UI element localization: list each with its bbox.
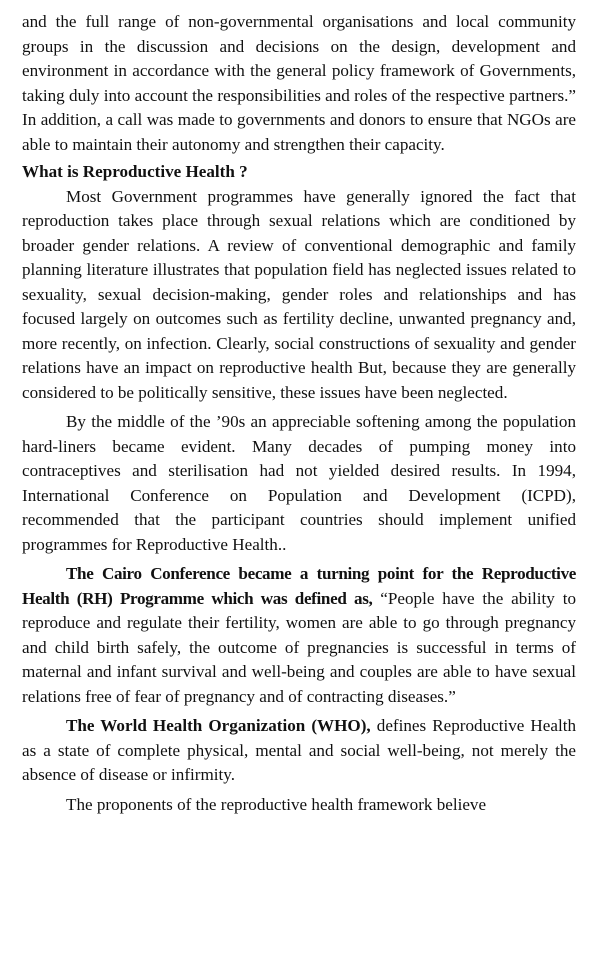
body-paragraph-2: By the middle of the ’90s an appreciable softening among the population hard-liners became evident. Many decades of pumping money into contraceptives and sterilisation had not yielded desired results. In 1994, International Conference on Population and Development (ICPD), recommended that the participant countries should implement unified programmes for Reproductive Health.. <box>22 412 576 554</box>
body-paragraph-3 <box>22 562 576 709</box>
document-page <box>22 10 576 817</box>
who-definition-text: defines Reproductive Health as a state of complete physical, mental and social well-being, not merely the absence of disease or infirmity. <box>22 716 577 784</box>
rh-definition-text: “People have the ability to reproduce and regulate their fertility, women are able to go through pregnancy and child birth safely, the outcome of pregnancies is successful in terms of maternal and infant survival and well-being and couples are able to have sexual relations free of fear of pregnancy and of contracting diseases.” <box>22 588 576 706</box>
who-emphasis: The World Health Organization (WHO), <box>66 716 371 735</box>
cairo-conference-emphasis: The Cairo Conference became a turning point for the Reproductive Health (RH) Programme which was defined as, <box>22 564 576 608</box>
body-paragraph-5: The proponents of the reproductive health framework believe <box>66 794 487 814</box>
section-heading: What is Reproductive Health ? <box>22 162 248 181</box>
body-paragraph-1: Most Government programmes have generally ignored the fact that reproduction takes place through sexual relations which are conditioned by broader gender relations. A review of conventional demographic and family planning literature illustrates that population field has neglected issues related to sexuality, sexual decision-making, gender roles and relationships and has focused largely on outcomes such as fertility decline, unwanted pregnancy and, more recently, on infection. Clearly, social constructions of sexuality and gender relations have an impact on reproductive health But, because they are generally considered to be politically sensitive, these issues have been neglected. <box>22 186 576 402</box>
intro-paragraph: and the full range of non-governmental organisations and local community groups in the discussion and decisions on the design, development and environment in accordance with the general policy framework of Governments, taking duly into account the responsibilities and roles of the respective partners.” In addition, a call was made to governments and donors to ensure that NGOs are able to maintain their autonomy and strengthen their capacity. <box>22 12 576 154</box>
body-paragraph-4 <box>22 714 576 788</box>
